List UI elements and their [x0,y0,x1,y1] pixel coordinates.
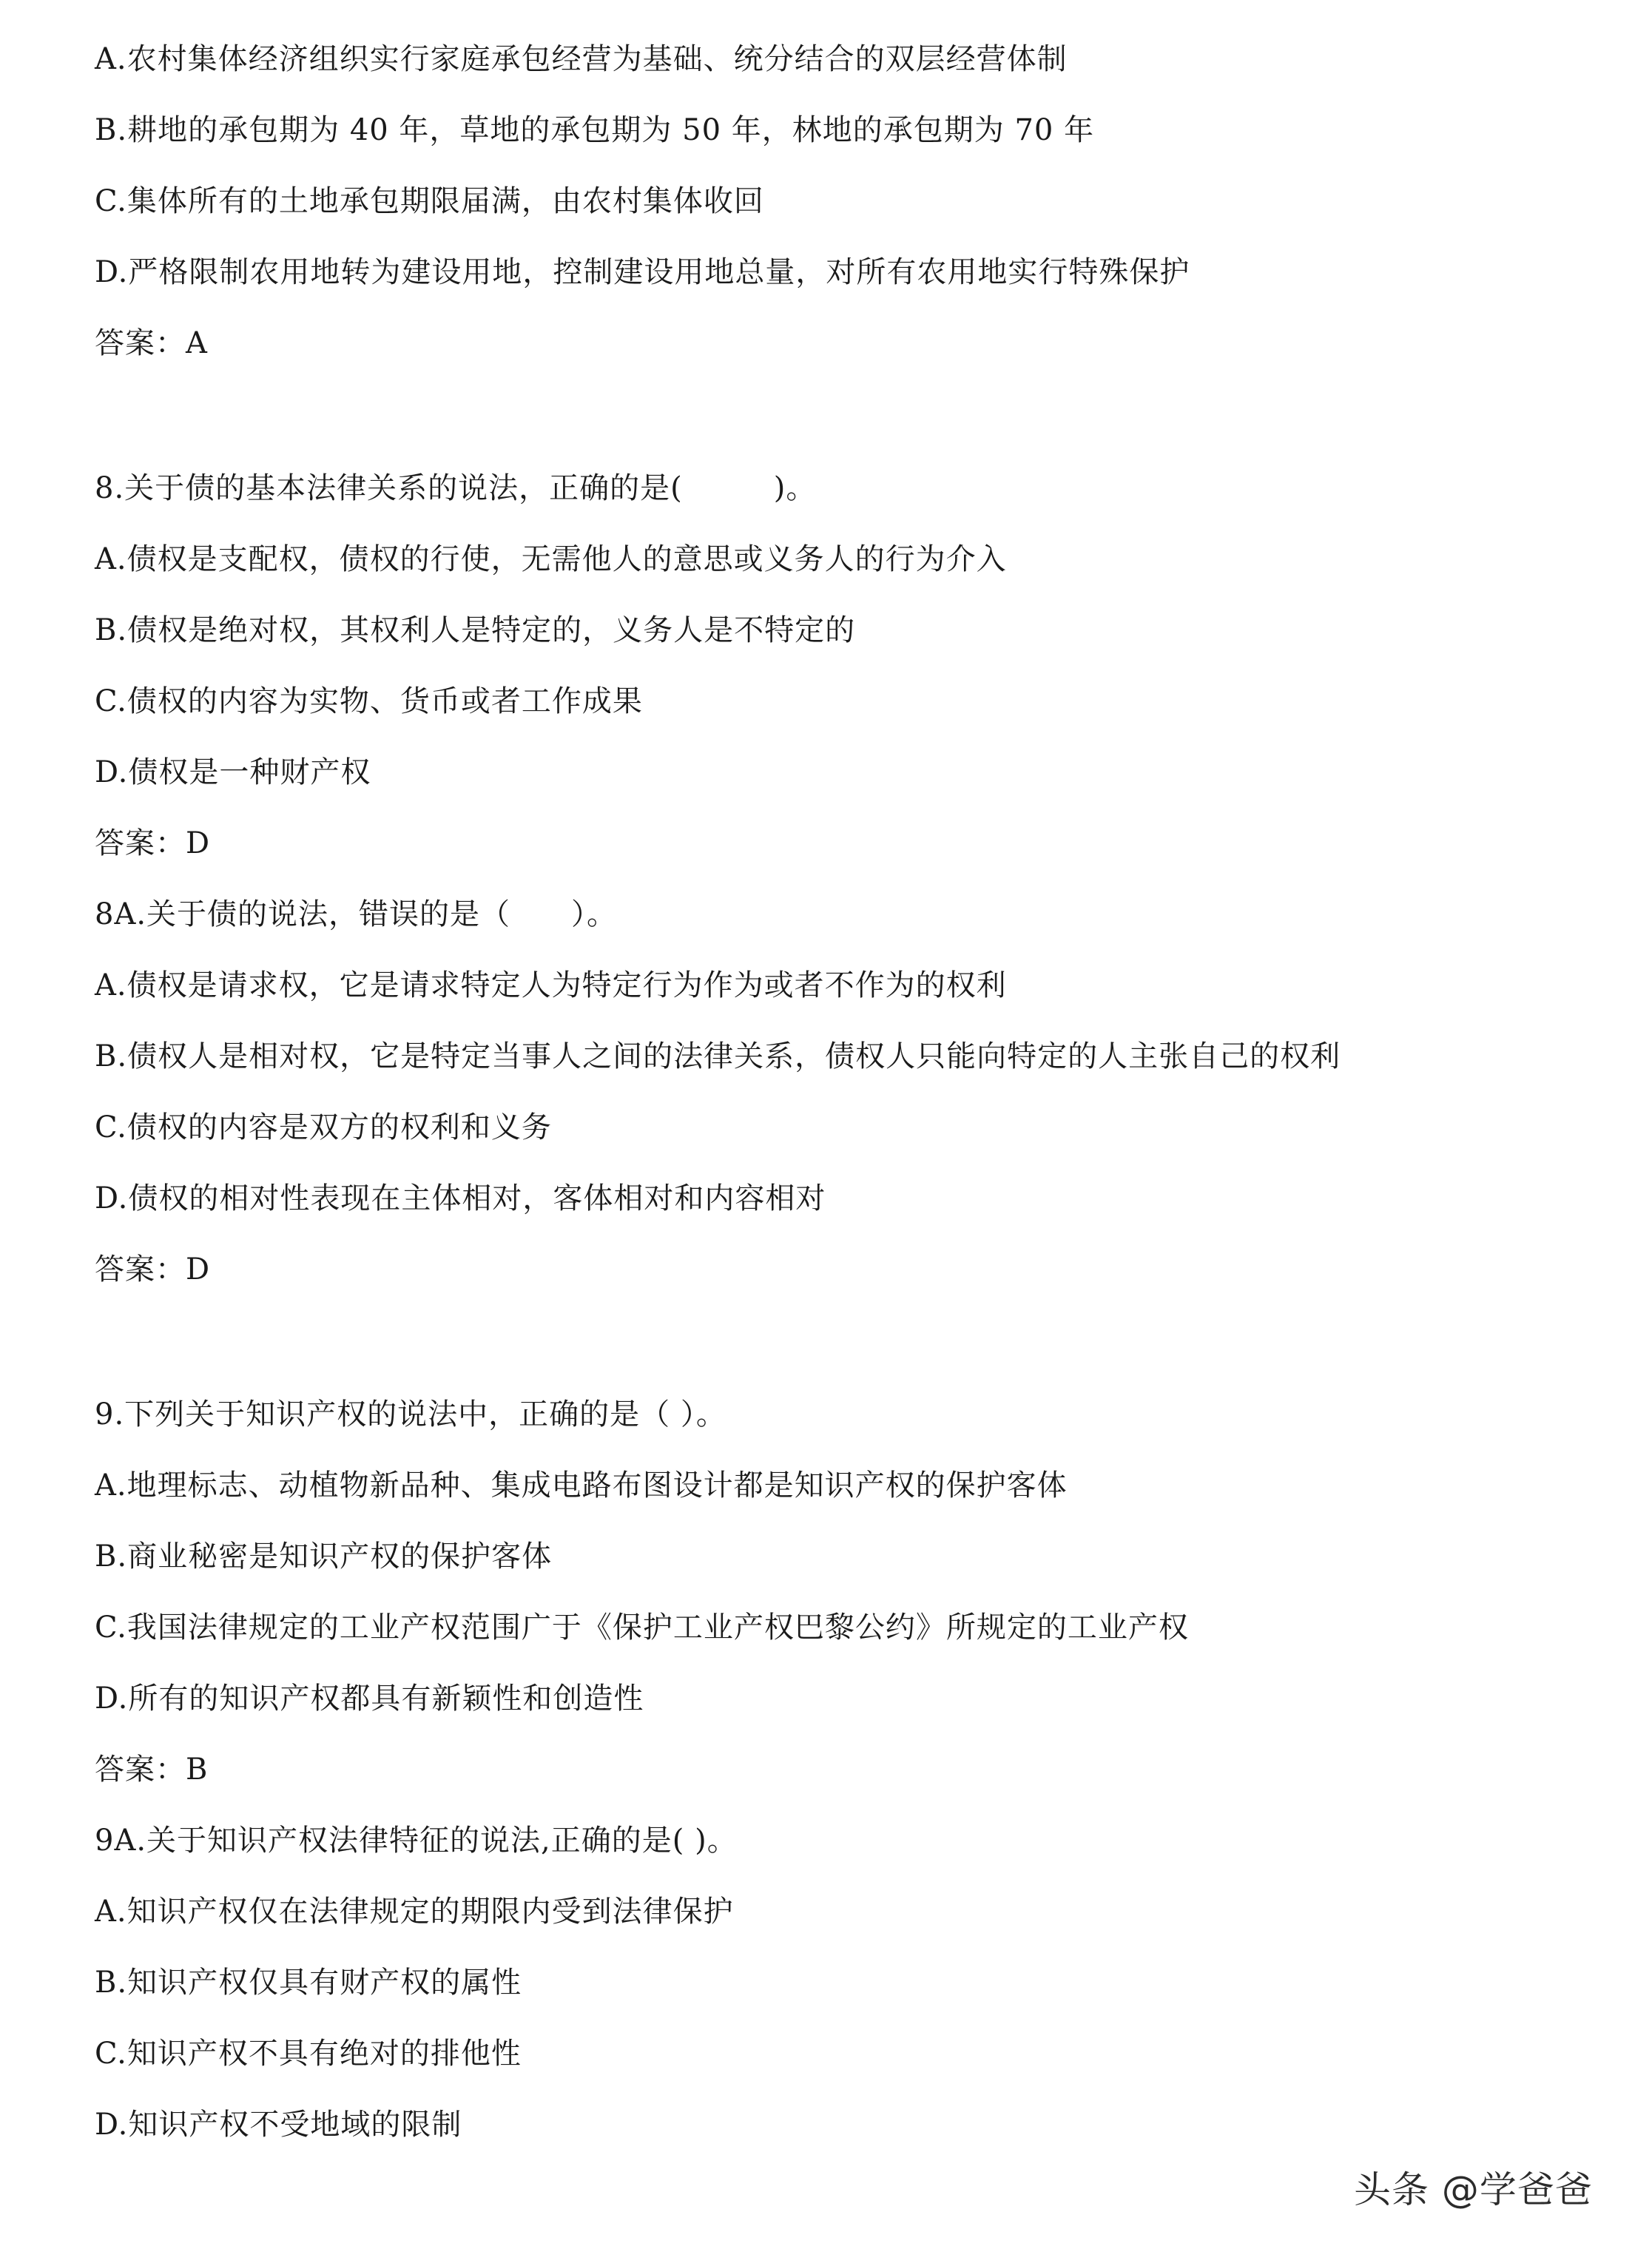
q9-option-b: B.商业秘密是知识产权的保护客体 [95,1540,553,1574]
q9-answer: 答案：B [95,1753,209,1787]
q9a-option-b: B.知识产权仅具有财产权的属性 [95,1966,522,2000]
q8a-answer: 答案：D [95,1252,211,1286]
q9-question: 9.下列关于知识产权的说法中，正确的是（ ）。 [95,1397,726,1431]
q8-answer: 答案：D [95,826,211,860]
q9-option-a: A.地理标志、动植物新品种、集成电路布图设计都是知识产权的保护客体 [95,1468,1068,1503]
q8a-question: 8A.关于债的说法，错误的是（ ）。 [95,897,618,931]
q8a-option-b: B.债权人是相对权，它是特定当事人之间的法律关系，债权人只能向特定的人主张自己的权利 [95,1039,1341,1073]
q9a-option-d: D.知识产权不受地域的限制 [95,2108,462,2142]
q7-option-d: D.严格限制农用地转为建设用地，控制建设用地总量，对所有农用地实行特殊保护 [95,255,1190,289]
q9a-question: 9A.关于知识产权法律特征的说法,正确的是( )。 [95,1824,738,1858]
q8-option-c: C.债权的内容为实物、货币或者工作成果 [95,684,643,718]
q9-option-c: C.我国法律规定的工业产权范围广于《保护工业产权巴黎公约》所规定的工业产权 [95,1611,1189,1645]
q8a-option-a: A.债权是请求权，它是请求特定人为特定行为作为或者不作为的权利 [95,968,1007,1002]
q7-answer: 答案：A [95,326,208,360]
q9-option-d: D.所有的知识产权都具有新颖性和创造性 [95,1682,644,1716]
q8a-option-d: D.债权的相对性表现在主体相对，客体相对和内容相对 [95,1181,826,1215]
q7-option-c: C.集体所有的土地承包期限届满，由农村集体收回 [95,184,764,218]
q8-option-d: D.债权是一种财产权 [95,755,371,789]
q7-option-b: B.耕地的承包期为 40 年，草地的承包期为 50 年，林地的承包期为 70 年 [95,113,1095,147]
q8-option-a: A.债权是支配权，债权的行使，无需他人的意思或义务人的行为介入 [95,542,1007,576]
q9a-option-a: A.知识产权仅在法律规定的期限内受到法律保护 [95,1895,734,1929]
watermark: 头条 @学爸爸 [1354,2168,1593,2211]
q8-option-b: B.债权是绝对权，其权利人是特定的，义务人是不特定的 [95,613,856,647]
q9a-option-c: C.知识产权不具有绝对的排他性 [95,2037,522,2071]
q8-question: 8.关于债的基本法律关系的说法，正确的是( )。 [95,471,817,505]
q7-option-a: A.农村集体经济组织实行家庭承包经营为基础、统分结合的双层经营体制 [95,42,1068,76]
q8a-option-c: C.债权的内容是双方的权利和义务 [95,1110,552,1144]
